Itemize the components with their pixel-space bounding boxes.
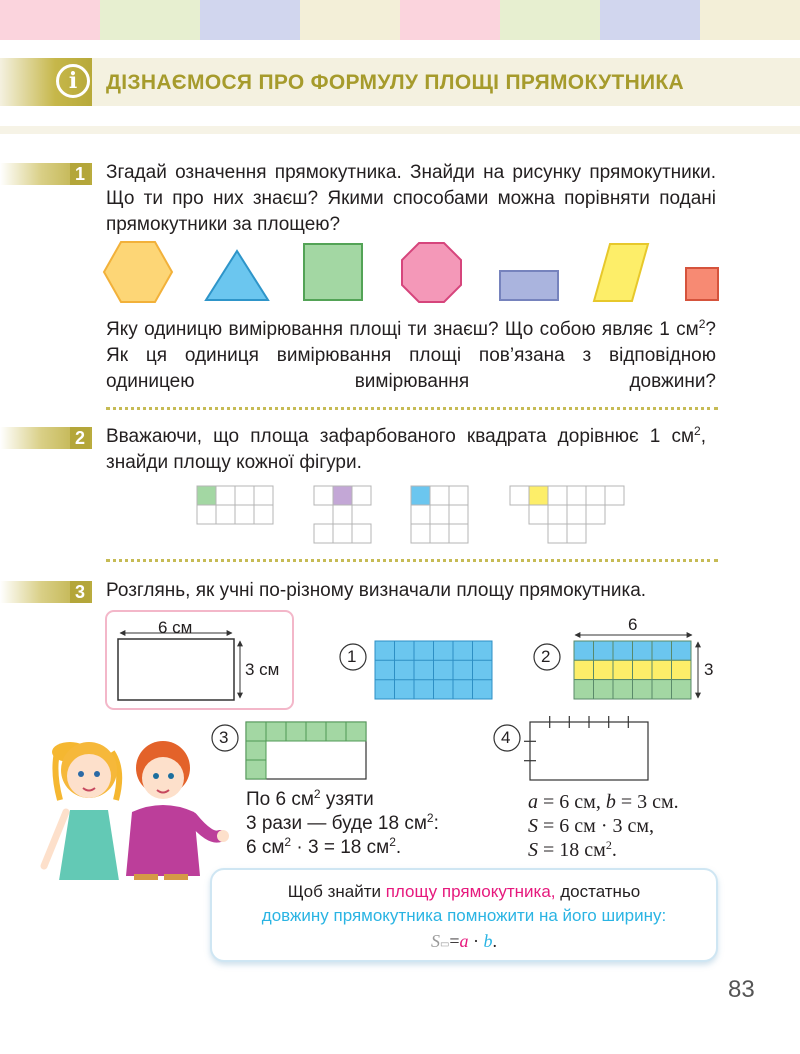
method-1-grid <box>375 641 492 699</box>
text-run: = 6 см · 3 см, <box>538 815 655 837</box>
rule-line-1 <box>212 880 716 904</box>
text-run: 3 рази — буде 18 см <box>246 813 427 834</box>
task-2-text-part2: , знайди площу кожної фігури. <box>106 426 706 473</box>
formula-b: b <box>483 931 493 951</box>
method-2-number: 2 <box>541 647 551 666</box>
task-1-number: 1 <box>70 163 90 185</box>
rule-box <box>210 868 718 962</box>
text-run: . <box>395 837 402 858</box>
text-run: = 18 см <box>538 839 606 861</box>
task-3-number: 3 <box>70 581 90 603</box>
text-run: узяти <box>320 789 374 810</box>
page-number: 83 <box>728 976 755 1003</box>
superscript: 2 <box>605 838 612 852</box>
children-illustration <box>44 741 229 880</box>
text-run: По 6 см <box>246 789 314 810</box>
variable-s: S <box>528 815 538 837</box>
text-run: достатньо <box>555 882 641 901</box>
formula-equals: = <box>449 931 460 951</box>
method-2-side-label: 3 <box>704 660 714 679</box>
variable-s: S <box>528 839 538 861</box>
formula-a: a <box>459 931 469 951</box>
task-1-question-part2: ? Як ця одиниця вимірювання площі пов’язана з відповідною одиницею вимірювання довжини? <box>106 319 716 392</box>
task-1-question-sup: 2 <box>698 317 706 331</box>
method-3-line <box>246 812 486 836</box>
method-1-number: 1 <box>347 647 357 666</box>
formula-s: S <box>430 931 440 951</box>
task-1-text: Згадай означення прямокутника. Знайди на рисунку прямокутники. Що ти про них знаєш? Якими способами можна порівняти подані прямокутники за площею? <box>106 162 716 235</box>
text-run: : <box>433 813 439 834</box>
method-2-grid <box>574 641 691 699</box>
method-4-line-2 <box>528 814 654 838</box>
info-icon: i <box>56 64 90 98</box>
task-2-text-sup: 2 <box>694 424 701 438</box>
formula-subscript: ▭ <box>439 939 450 950</box>
superscript: 2 <box>284 835 292 849</box>
text-run: . <box>611 839 617 861</box>
method-3-number: 3 <box>219 728 229 747</box>
rect-height-label: 3 см <box>245 660 280 679</box>
rule-line-2: довжину прямокутника помножити на його ширину: <box>261 906 667 925</box>
method-4-line-3 <box>528 838 617 862</box>
rule-formula <box>212 928 716 958</box>
text-run: = 6 см, <box>538 791 606 813</box>
method-3-line <box>246 836 486 860</box>
text-run: Щоб знайти <box>287 882 386 901</box>
superscript: 2 <box>389 835 396 849</box>
page-title: ДІЗНАЄМОСЯ ПРО ФОРМУЛУ ПЛОЩІ ПРЯМОКУТНИКА <box>106 71 685 94</box>
task-2-number: 2 <box>70 427 90 449</box>
method-2-top-label: 6 <box>628 615 638 634</box>
formula-dot: · <box>468 931 484 951</box>
text-run: · 3 = 18 см <box>291 837 390 858</box>
base-rectangle <box>118 639 234 700</box>
highlight-term: площу прямокутника, <box>385 882 556 901</box>
formula-end: . <box>492 931 498 951</box>
method-3-line <box>246 788 486 812</box>
method-4-number: 4 <box>501 728 511 747</box>
method-3-explanation <box>246 788 486 860</box>
task-3-text: Розглянь, як учні по-різному визначали площу прямокутника. <box>106 580 647 601</box>
text-run: 6 см <box>246 837 285 858</box>
variable-b: b <box>605 791 616 813</box>
task-1-question-part1: Яку одиницю вимірювання площі ти знаєш? Що собою являє 1 см <box>106 319 699 340</box>
text-run: = 3 см. <box>615 791 679 813</box>
variable-a: a <box>528 791 538 813</box>
superscript: 2 <box>313 787 321 801</box>
superscript: 2 <box>426 811 434 825</box>
method-4-line-1 <box>528 790 679 814</box>
method-4-rectangle <box>530 722 648 780</box>
task-2-text-part1: Вважаючи, що площа зафарбованого квадрата дорівнює 1 см <box>106 426 695 447</box>
rect-width-label: 6 см <box>158 618 193 637</box>
